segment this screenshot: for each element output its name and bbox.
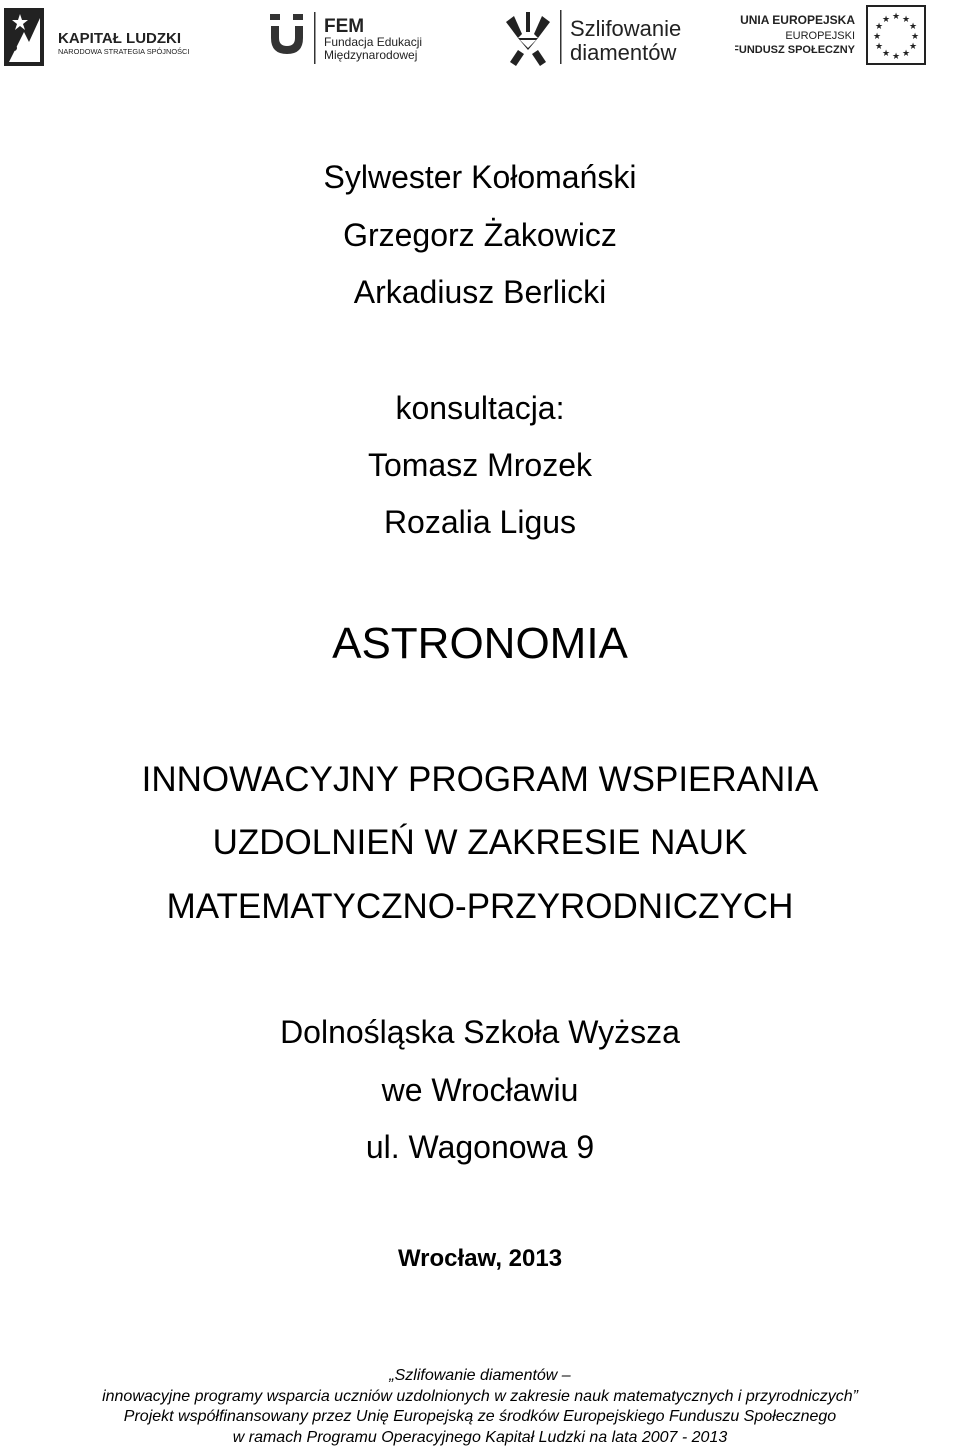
diamond-icon — [500, 4, 705, 68]
institution-name: Dolnośląska Szkoła Wyższa — [280, 1014, 680, 1050]
author-3: Arkadiusz Berlicki — [353, 274, 607, 310]
logo-bar — [0, 0, 960, 80]
svg-text:★: ★ — [891, 52, 901, 62]
eu-line3: FUNDUSZ SPOŁECZNY — [735, 44, 855, 56]
document-title: ASTRONOMIA — [332, 619, 628, 668]
svg-text:★: ★ — [874, 22, 884, 32]
kapital-ludzki-emblem — [0, 4, 200, 68]
eu-logo — [735, 4, 960, 68]
svg-text:★: ★ — [881, 49, 891, 59]
szlifowanie-logo — [500, 4, 705, 68]
author-1: Sylwester Kołomański — [323, 159, 637, 195]
svg-text:★: ★ — [874, 42, 884, 52]
svg-text:★: ★ — [908, 42, 918, 52]
consultant-2: Rozalia Ligus — [383, 504, 577, 540]
place-date: Wrocław, 2013 — [397, 1245, 563, 1272]
eu-emblem — [735, 4, 960, 68]
eu-line1: UNIA EUROPEJSKA — [740, 13, 855, 27]
svg-text:★: ★ — [910, 32, 920, 42]
fem-line2: Międzynarodowej — [324, 48, 418, 62]
svg-text:★: ★ — [901, 49, 911, 59]
fem-line1: Fundacja Edukacji — [324, 35, 423, 49]
svg-text:★: ★ — [901, 15, 911, 25]
footer-line-4: w ramach Programu Operacyjnego Kapitał Ludzki na lata 2007 - 2013 — [232, 1429, 728, 1446]
institution-address: ul. Wagonowa 9 — [365, 1129, 595, 1165]
subtitle-line-1: INNOWACYJNY PROGRAM WSPIERANIA — [141, 760, 819, 799]
subtitle-line-2: UZDOLNIEŃ W ZAKRESIE NAUK — [212, 823, 748, 862]
svg-text:★: ★ — [872, 32, 882, 42]
szlifowanie-line1: Szlifowanie — [570, 16, 682, 41]
kapital-ludzki-logo — [0, 4, 200, 68]
kapital-ludzki-name: KAPITAŁ LUDZKI — [58, 30, 182, 47]
svg-text:★: ★ — [881, 15, 891, 25]
eu-line2: EUROPEJSKI — [785, 30, 855, 42]
kapital-ludzki-tagline: NARODOWA STRATEGIA SPÓJNOŚCI — [58, 47, 190, 56]
fem-emblem — [266, 4, 436, 68]
szlifowanie-line2: diamentów — [570, 40, 677, 65]
fem-name: FEM — [324, 16, 365, 37]
footer-line-3: Projekt współfinansowany przez Unię Europejską ze środków Europejskiego Funduszu Społecznego — [123, 1408, 837, 1425]
svg-text:★: ★ — [908, 22, 918, 32]
footer-line-2: innowacyjne programy wsparcia uczniów uzdolnionych w zakresie nauk matematycznych i przyrodniczych” — [102, 1388, 858, 1405]
footer-line-1: „Szlifowanie diamentów – — [389, 1367, 571, 1384]
svg-text:★: ★ — [891, 12, 901, 22]
consultation-label: konsultacja: — [395, 390, 565, 426]
subtitle-line-3: MATEMATYCZNO-PRZYRODNICZYCH — [166, 887, 794, 926]
fem-logo — [266, 4, 436, 68]
author-2: Grzegorz Żakowicz — [343, 217, 617, 253]
institution-city: we Wrocławiu — [381, 1072, 579, 1108]
consultant-1: Tomasz Mrozek — [367, 447, 593, 483]
